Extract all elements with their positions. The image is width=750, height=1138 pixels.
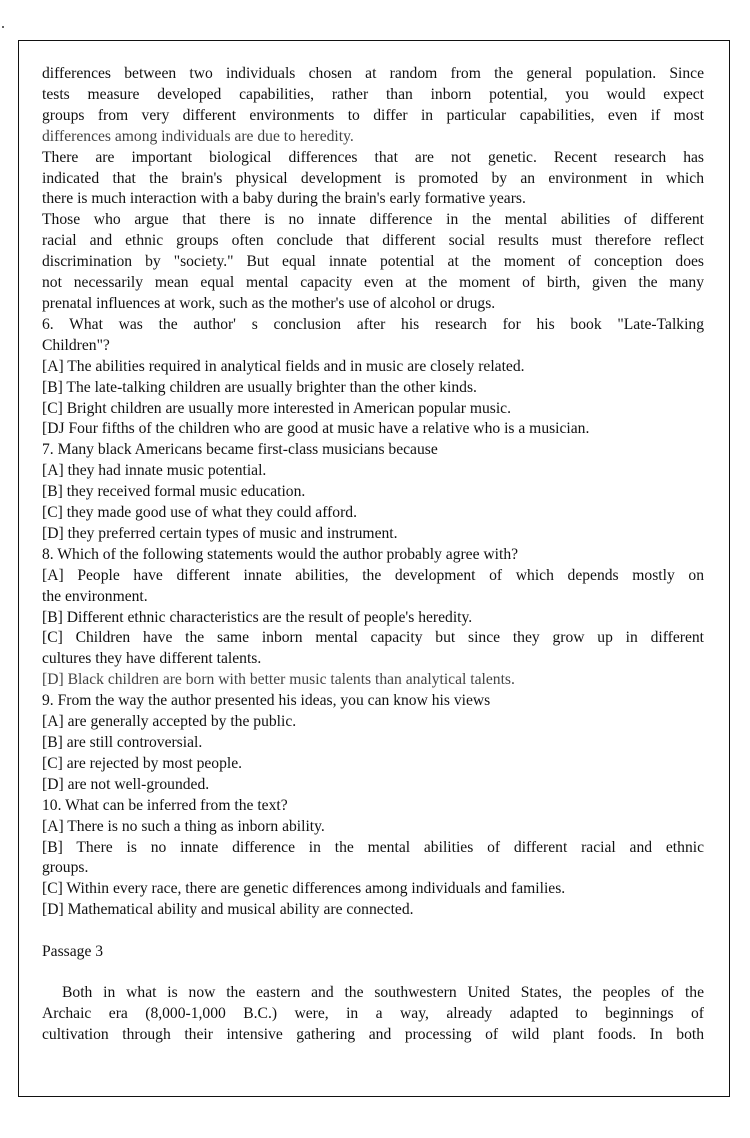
text-line: discrimination by "society." But equal innate potential at the moment of conception does (42, 253, 704, 271)
question-10 (42, 796, 704, 921)
option-text: Mathematical ability and musical ability are connected. (67, 901, 414, 919)
option-label: [B] (42, 483, 63, 501)
option-c[interactable] (42, 879, 704, 900)
question-stem: 8. Which of the following statements would the author probably agree with? (42, 545, 519, 563)
option-text: The late-talking children are usually brighter than the other kinds. (66, 378, 477, 396)
paragraph-3 (42, 210, 704, 315)
option-c[interactable] (42, 628, 704, 670)
option-label: [C] (42, 504, 63, 522)
option-text: Bright children are usually more interested in American popular music. (66, 399, 511, 417)
option-text: Black children are born with better music talents than analytical talents. (67, 671, 515, 689)
option-label: [C] (42, 629, 63, 647)
option-text: People have different innate abilities, the development of which depends mostly on (77, 566, 704, 584)
option-text: There is no innate difference in the mental abilities of different racial and ethnic (76, 838, 704, 856)
question-stem: Children"? (42, 336, 110, 354)
question-6 (42, 315, 704, 440)
option-label: [A] (42, 713, 64, 731)
option-b[interactable] (42, 378, 704, 399)
question-stem: 10. What can be inferred from the text? (42, 796, 288, 814)
option-a[interactable] (42, 712, 704, 733)
text-line: Both in what is now the eastern and the southwestern United States, the peoples of the (62, 984, 704, 1002)
question-9 (42, 691, 704, 796)
option-text: The abilities required in analytical fields and in music are closely related. (67, 357, 525, 375)
text-line: indicated that the brain's physical development is promoted by an environment in which (42, 169, 704, 187)
passage-fragment (42, 64, 704, 315)
option-text: are rejected by most people. (66, 754, 243, 772)
option-label: [B] (42, 378, 63, 396)
option-text: Four fifths of the children who are good at music have a relative who is a musician. (68, 420, 590, 438)
option-text: Within every race, there are genetic differences among individuals and families. (66, 880, 566, 898)
option-label: [D] (42, 901, 64, 919)
option-label: [C] (42, 399, 63, 417)
text-line: there is much interaction with a baby during the brain's early formative years. (42, 190, 526, 208)
option-b[interactable] (42, 733, 704, 754)
option-d[interactable] (42, 524, 704, 545)
option-text: are still controversial. (66, 734, 203, 751)
option-text: Different ethnic characteristics are the result of people's heredity. (66, 608, 473, 626)
question-stem: 9. From the way the author presented his ideas, you can know his views (42, 692, 491, 710)
question-stem: 7. Many black Americans became first-class musicians because (42, 441, 438, 459)
option-d[interactable] (42, 670, 704, 691)
option-label: [B] (42, 838, 63, 856)
option-d[interactable] (42, 419, 704, 440)
option-text: cultures they have different talents. (42, 650, 262, 668)
option-label: [A] (42, 462, 64, 480)
option-label: [A] (42, 357, 64, 375)
option-text: they made good use of what they could afford. (66, 504, 357, 522)
option-text: they preferred certain types of music and instrument. (67, 524, 398, 542)
option-label: [A] (42, 817, 64, 835)
option-label: [D] (42, 524, 64, 542)
text-line: differences among individuals are due to heredity. (42, 127, 354, 145)
option-label: [D] (42, 671, 64, 689)
text-line: There are important biological differences that are not genetic. Recent research has (42, 148, 704, 166)
option-text: Children have the same inborn mental capacity but since they grow up in different (75, 629, 704, 647)
text-line: not necessarily mean equal mental capacity even at the moment of birth, given the many (42, 274, 704, 292)
option-label: [B] (42, 608, 63, 626)
passage-3 (42, 942, 704, 1046)
text-line: prenatal influences at work, such as the mother's use of alcohol or drugs. (42, 294, 496, 312)
option-c[interactable] (42, 399, 704, 420)
option-text: they received formal music education. (66, 483, 306, 501)
option-a[interactable] (42, 566, 704, 608)
option-a[interactable] (42, 357, 704, 378)
text-line: cultivation through their intensive gathering and processing of wild plant foods. In both (42, 1025, 704, 1043)
option-c[interactable] (42, 503, 704, 524)
option-text: There is no such a thing as inborn ability. (67, 817, 325, 835)
option-b[interactable] (42, 482, 704, 503)
option-d[interactable] (42, 900, 704, 921)
text-line: tests measure developed capabilities, rather than inborn potential, you would expect (42, 85, 704, 103)
passage-title: Passage 3 (42, 943, 104, 961)
text-line: groups from very different environments to differ in particular capabilities, even if most (42, 106, 704, 124)
option-a[interactable] (42, 461, 704, 482)
text-line: differences between two individuals chosen at random from the general population. Since (42, 65, 704, 82)
option-label: [D] (42, 775, 64, 793)
option-label: [C] (42, 754, 63, 772)
paragraph-2 (42, 148, 704, 211)
option-text: they had innate music potential. (67, 462, 267, 480)
option-text: the environment. (42, 587, 148, 605)
text-line: Those who argue that there is no innate difference in the mental abilities of different (42, 211, 704, 229)
question-7 (42, 440, 704, 545)
option-label: [DJ (42, 420, 65, 438)
option-label: [B] (42, 734, 63, 751)
option-b[interactable] (42, 838, 704, 880)
option-b[interactable] (42, 608, 704, 629)
option-label: [A] (42, 566, 64, 584)
text-line: racial and ethnic groups often conclude that different social results must therefore reflect (42, 232, 704, 250)
option-text: are not well-grounded. (67, 775, 210, 793)
option-text: groups. (42, 859, 89, 877)
question-stem: 6. What was the author' s conclusion after his research for his book "Late-Talking (42, 315, 704, 333)
document-body (42, 64, 704, 1046)
scan-speck (2, 26, 4, 28)
text-line: Archaic era (8,000-1,000 B.C.) were, in a way, already adapted to beginnings of (42, 1004, 704, 1022)
option-d[interactable] (42, 775, 704, 796)
paragraph-1 (42, 64, 704, 148)
question-8 (42, 545, 704, 691)
option-text: are generally accepted by the public. (67, 713, 297, 731)
option-label: [C] (42, 880, 63, 898)
option-c[interactable] (42, 754, 704, 775)
option-a[interactable] (42, 817, 704, 838)
